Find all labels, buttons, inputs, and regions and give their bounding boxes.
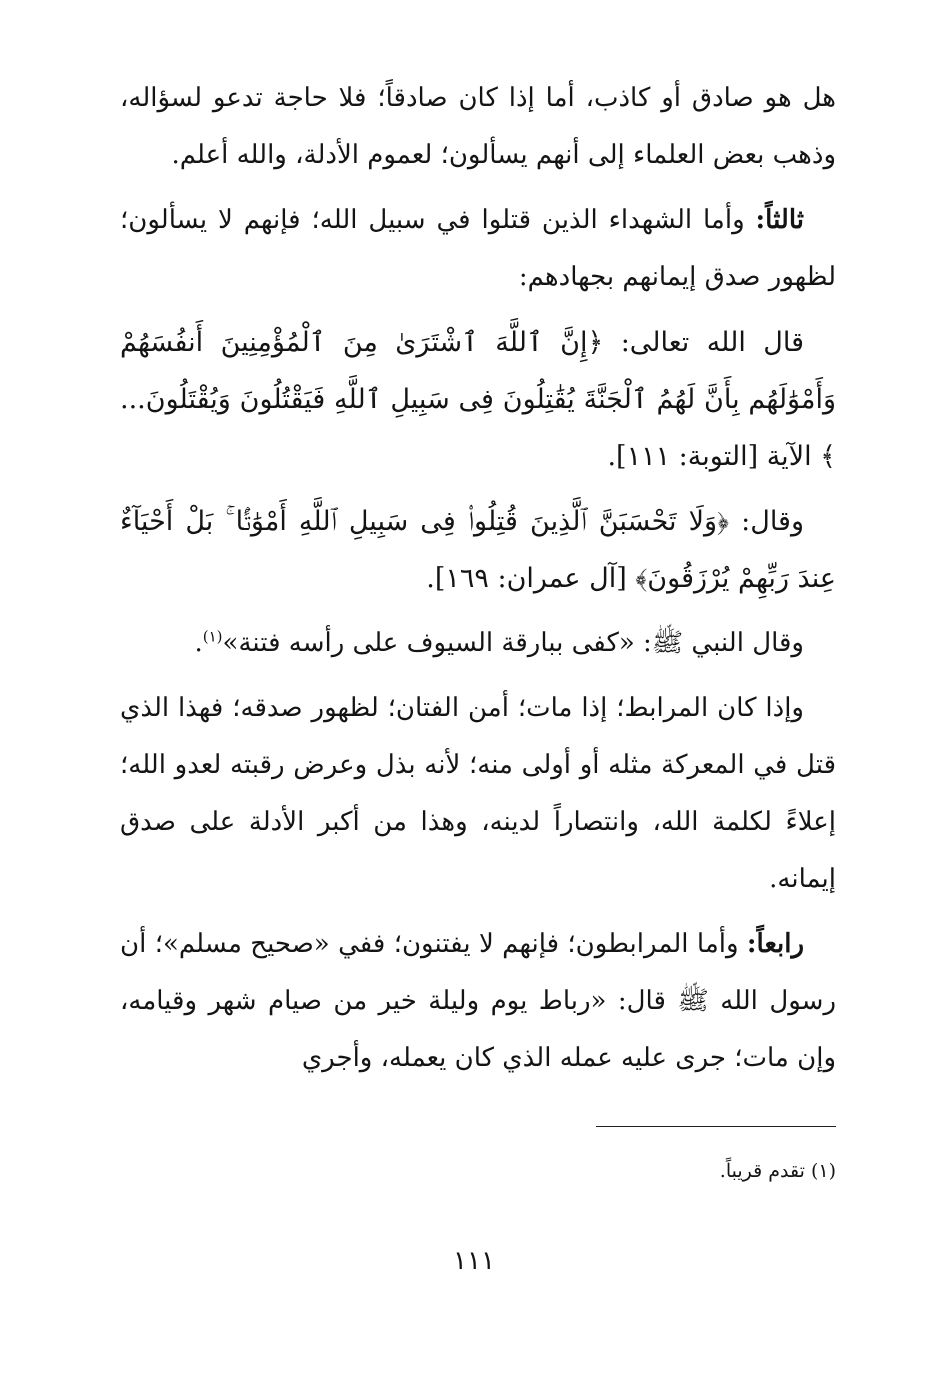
paragraph-4-quran-quote	[120, 493, 836, 607]
paragraph-5-hadith	[120, 615, 836, 672]
paragraph-2-lead: ثالثاً:	[755, 205, 804, 235]
footnote-divider	[596, 1126, 836, 1127]
paragraph-5-end: .	[194, 628, 203, 658]
footnote-reference[interactable]: (١)	[202, 627, 223, 646]
footnote	[520, 1156, 836, 1186]
paragraph-7	[120, 916, 836, 1087]
paragraph-3-text: قال الله تعالى: ﴿إِنَّ ٱللَّهَ ٱشْتَرَىٰ مِنَ ٱلْمُؤْمِنِينَ أَنفُسَهُمْ وَأَمْوَٰلَهُم بِأَنَّ لَهُمُ ٱلْجَنَّةَ يُقَٰتِلُونَ فِى سَبِيلِ ٱللَّهِ فَيَقْتُلُونَ وَيُقْتَلُونَ... ﴾ الآية [التوبة: ١١١].	[120, 327, 836, 472]
paragraph-4-text: وقال: ﴿وَلَا تَحْسَبَنَّ ٱلَّذِينَ قُتِلُوا۟ فِى سَبِيلِ ٱللَّهِ أَمْوَٰتًۢا ۚ بَلْ أَحْيَآءٌ عِندَ رَبِّهِمْ يُرْزَقُونَ﴾ [آل عمران: ١٦٩].	[120, 506, 836, 594]
paragraph-7-lead: رابعاً:	[746, 929, 804, 959]
main-text	[120, 70, 836, 1095]
paragraph-1-text: هل هو صادق أو كاذب، أما إذا كان صادقاً؛ فلا حاجة تدعو لسؤاله، وذهب بعض العلماء إلى أنهم يسألون؛ لعموم الأدلة، والله أعلم.	[120, 83, 836, 170]
paragraph-7-text: وأما المرابطون؛ فإنهم لا يفتنون؛ ففي «صحيح مسلم»؛ أن رسول الله ﷺ قال: «رباط يوم وليلة خير من صيام شهر وقيامه، وإن مات؛ جرى عليه عمله الذي كان يعمله، وأجري	[120, 929, 836, 1073]
paragraph-1	[120, 70, 836, 184]
page-number: ١١١	[453, 1246, 495, 1276]
paragraph-2-text: وأما الشهداء الذين قتلوا في سبيل الله؛ فإنهم لا يسألون؛ لظهور صدق إيمانهم بجهادهم:	[120, 205, 836, 292]
footnote-number: (١)	[810, 1160, 836, 1182]
paragraph-6	[120, 680, 836, 908]
paragraph-3-quran-quote	[120, 314, 836, 485]
paragraph-2	[120, 192, 836, 306]
footnote-text: تقدم قريباً.	[719, 1160, 805, 1182]
paragraph-5-text: وقال النبي ﷺ: «كفى ببارقة السيوف على رأسه فتنة»	[222, 628, 804, 658]
paragraph-6-text: وإذا كان المرابط؛ إذا مات؛ أمن الفتان؛ لظهور صدقه؛ فهذا الذي قتل في المعركة مثله أو أولى منه؛ لأنه بذل وعرض رقبته لعدو الله؛ إعلاءً لكلمة الله، وانتصاراً لدينه، وهذا من أكبر الأدلة على صدق إيمانه.	[120, 693, 836, 894]
